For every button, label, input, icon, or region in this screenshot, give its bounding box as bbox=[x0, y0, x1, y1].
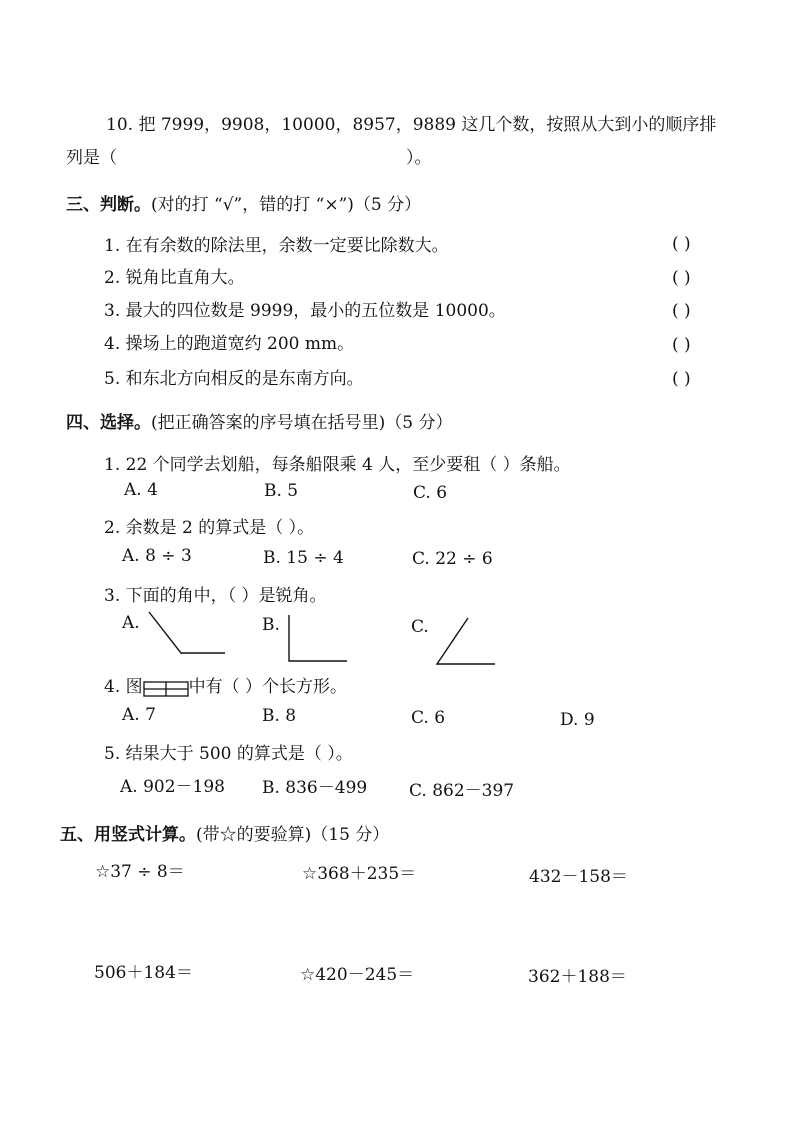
judge-answer-5[interactable]: ( ) bbox=[672, 369, 691, 389]
calc-problem-4: 506＋184＝ bbox=[94, 963, 193, 983]
judge-answer-3[interactable]: ( ) bbox=[672, 301, 691, 321]
calc-problem-2: ☆368＋235＝ bbox=[302, 864, 417, 884]
obtuse-angle-figure bbox=[145, 608, 230, 658]
q10-line2-end: ）。 bbox=[406, 148, 432, 168]
choice-q3-option-a[interactable]: A. bbox=[122, 613, 140, 633]
choice-q3: 3. 下面的角中，（ ）是锐角。 bbox=[104, 586, 327, 606]
choice-q5-option-b[interactable]: B. 836－499 bbox=[262, 778, 368, 798]
q10-line2-start: 列是（ bbox=[66, 148, 117, 168]
choice-q3-option-c[interactable]: C. bbox=[411, 617, 429, 637]
right-angle-figure bbox=[285, 613, 350, 665]
section4-header bbox=[66, 408, 452, 433]
judge-item-1: 1. 在有余数的除法里，余数一定要比除数大。 bbox=[104, 236, 449, 256]
judge-item-2: 2. 锐角比直角大。 bbox=[104, 268, 245, 288]
section4-instruction: (把正确答案的序号填在括号里)（5 分） bbox=[151, 413, 453, 433]
choice-q5: 5. 结果大于 500 的算式是（ ）。 bbox=[104, 744, 353, 764]
acute-angle-figure bbox=[433, 616, 498, 668]
judge-item-3: 3. 最大的四位数是 9999，最小的五位数是 10000。 bbox=[104, 301, 506, 321]
judge-answer-1[interactable]: ( ) bbox=[672, 234, 691, 254]
choice-q1-option-a[interactable]: A. 4 bbox=[124, 480, 158, 500]
choice-q4-text-pre: 4. 图 bbox=[104, 677, 143, 697]
section3-header bbox=[66, 190, 421, 215]
choice-q2: 2. 余数是 2 的算式是（ ）。 bbox=[104, 518, 315, 538]
choice-q5-option-a[interactable]: A. 902－198 bbox=[120, 777, 225, 797]
choice-q2-option-c[interactable]: C. 22 ÷ 6 bbox=[412, 549, 493, 569]
choice-q4-text-post: 中有（ ）个长方形。 bbox=[188, 677, 348, 697]
section5-instruction: (带☆的要验算)（15 分） bbox=[196, 825, 390, 845]
section5-heading: 五、用竖式计算。 bbox=[60, 825, 196, 845]
choice-q4-option-d[interactable]: D. 9 bbox=[560, 710, 595, 730]
judge-item-5: 5. 和东北方向相反的是东南方向。 bbox=[104, 369, 364, 389]
choice-q4 bbox=[104, 672, 347, 697]
judge-answer-2[interactable]: ( ) bbox=[672, 268, 691, 288]
choice-q4-option-b[interactable]: B. 8 bbox=[262, 706, 297, 726]
calc-problem-5: ☆420－245＝ bbox=[300, 965, 415, 985]
choice-q1-option-c[interactable]: C. 6 bbox=[413, 483, 448, 503]
calc-problem-1: ☆37 ÷ 8＝ bbox=[95, 862, 185, 882]
judge-item-4: 4. 操场上的跑道宽约 200 mm。 bbox=[104, 334, 355, 354]
section5-header bbox=[60, 820, 389, 845]
choice-q2-option-b[interactable]: B. 15 ÷ 4 bbox=[263, 548, 344, 568]
choice-q2-option-a[interactable]: A. 8 ÷ 3 bbox=[122, 546, 192, 566]
choice-q5-option-c[interactable]: C. 862－397 bbox=[409, 781, 515, 801]
choice-q1-option-b[interactable]: B. 5 bbox=[264, 481, 299, 501]
section3-instruction: (对的打 “√”，错的打 “×”)（5 分） bbox=[151, 195, 422, 215]
calc-problem-6: 362＋188＝ bbox=[528, 967, 627, 987]
choice-q4-option-c[interactable]: C. 6 bbox=[411, 708, 446, 728]
section4-heading: 四、选择。 bbox=[66, 413, 151, 433]
choice-q3-option-b[interactable]: B. bbox=[262, 615, 280, 635]
calc-problem-3: 432－158＝ bbox=[529, 867, 628, 887]
q10-line1: 10. 把 7999，9908，10000，8957，9889 这几个数，按照从大到小的顺序排 bbox=[106, 115, 717, 135]
section3-heading: 三、判断。 bbox=[66, 195, 151, 215]
choice-q4-option-a[interactable]: A. 7 bbox=[122, 705, 156, 725]
choice-q1: 1. 22 个同学去划船，每条船限乘 4 人，至少要租（ ）条船。 bbox=[104, 455, 571, 475]
judge-answer-4[interactable]: ( ) bbox=[672, 335, 691, 355]
rectangles-figure bbox=[143, 681, 189, 695]
